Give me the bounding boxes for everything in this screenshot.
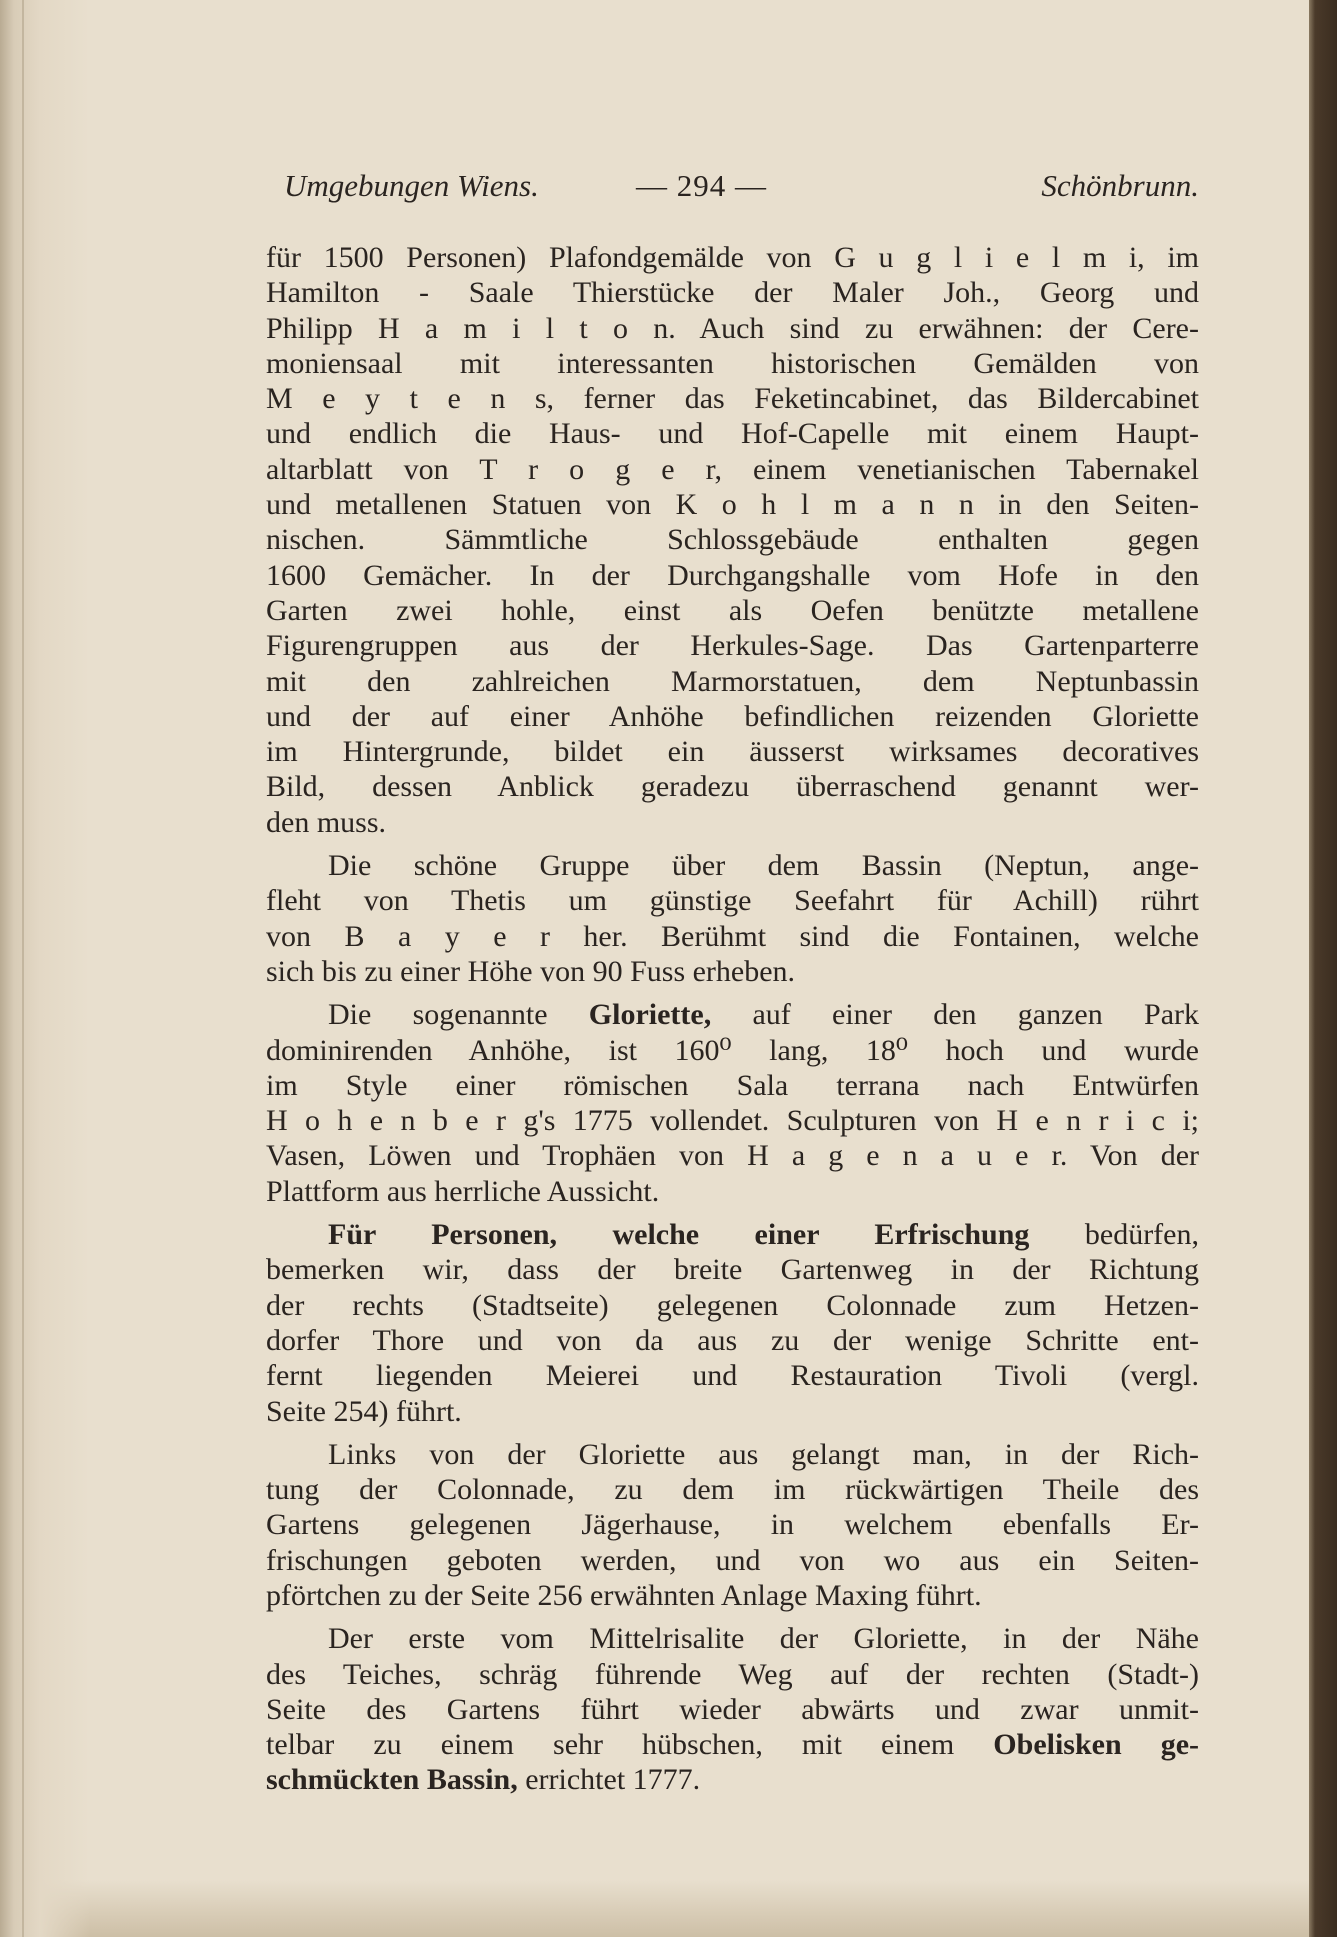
text-line: von B a y e r her. Berühmt sind die Fontainen, welche — [266, 919, 1199, 953]
running-header — [284, 168, 1199, 212]
paragraph — [266, 848, 1199, 989]
text-line: Die schöne Gruppe über dem Bassin (Neptun, ange- — [328, 849, 1199, 883]
text-line — [266, 1762, 1199, 1797]
text-line: Gartens gelegenen Jägerhause, in welchem ebenfalls Er- — [266, 1508, 1199, 1542]
text-line: bemerken wir, dass der breite Gartenweg in der Richtung — [266, 1253, 1199, 1287]
text-line: Figurengruppen aus der Herkules-Sage. Das Gartenparterre — [266, 629, 1199, 663]
text-line: Links von der Gloriette aus gelangt man, in der Rich- — [328, 1437, 1199, 1471]
text-line: H o h e n b e r g's 1775 vollendet. Sculpturen von H e n r i c i; — [266, 1104, 1199, 1138]
text-line: mit den zahlreichen Marmorstatuen, dem Neptunbassin — [266, 664, 1199, 698]
text-line: altarblatt von T r o g e r, einem venetianischen Tabernakel — [266, 452, 1199, 486]
text-line: im Style einer römischen Sala terrana nach Entwürfen — [266, 1068, 1199, 1102]
text-line: moniensaal mit interessanten historischen Gemälden von — [266, 346, 1199, 380]
page-gutter-shadow — [22, 0, 24, 1937]
page-number: — 294 — — [636, 168, 767, 203]
bold-text: Obelisken ge- — [993, 1728, 1200, 1762]
paragraph — [266, 1217, 1199, 1429]
text-line: des Teiches, schräg führende Weg auf der rechten (Stadt-) — [266, 1657, 1199, 1691]
text-line: der rechts (Stadtseite) gelegenen Colonnade zum Hetzen- — [266, 1288, 1199, 1322]
bold-text: Für Personen, welche einer Erfrischung — [328, 1218, 1030, 1252]
text-line: nischen. Sämmtliche Schlossgebäude enthalten gegen — [266, 523, 1199, 557]
text-line: Hamilton - Saale Thierstücke der Maler Joh., Georg und — [266, 276, 1199, 310]
paragraph — [266, 1437, 1199, 1613]
text-line: M e y t e n s, ferner das Feketincabinet, das Bildercabinet — [266, 382, 1199, 416]
text-line: den muss. — [266, 805, 386, 839]
page-body-text — [266, 240, 1199, 1806]
text-line — [266, 1217, 1199, 1252]
text-segment: telbar zu einem sehr hübschen, mit einem — [266, 1728, 994, 1762]
text-line: sich bis zu einer Höhe von 90 Fuss erheben. — [266, 954, 796, 988]
text-line: Vasen, Löwen und Trophäen von H a g e n a u e r. Von der — [266, 1139, 1199, 1173]
text-line: Bild, dessen Anblick geradezu überraschend genannt wer- — [266, 770, 1199, 804]
text-line: dominirenden Anhöhe, ist 160⁰ lang, 18⁰ hoch und wurde — [266, 1033, 1199, 1067]
text-line: Plattform aus herrliche Aussicht. — [266, 1174, 660, 1208]
header-section-title: Umgebungen Wiens. — [284, 168, 539, 203]
page-edge — [1309, 0, 1337, 1937]
paragraph — [266, 240, 1199, 840]
bold-text: Gloriette, — [588, 998, 712, 1032]
paragraph — [266, 1621, 1199, 1797]
text-line: fleht von Thetis um günstige Seefahrt für Achill) rührt — [266, 884, 1199, 918]
text-line: dorfer Thore und von da aus zu der wenige Schritte ent- — [266, 1323, 1199, 1357]
text-line: Seite des Gartens führt wieder abwärts und zwar unmit- — [266, 1692, 1199, 1726]
text-line: 1600 Gemächer. In der Durchgangshalle vom Hofe in den — [266, 558, 1199, 592]
text-line: und endlich die Haus- und Hof-Capelle mit einem Haupt- — [266, 417, 1199, 451]
text-line — [266, 997, 1199, 1032]
text-line: und der auf einer Anhöhe befindlichen reizenden Gloriette — [266, 699, 1199, 733]
text-segment: errichtet 1777. — [517, 1763, 701, 1797]
text-line: im Hintergrunde, bildet ein äusserst wirksames decoratives — [266, 735, 1199, 769]
text-segment: auf einer den ganzen Park — [711, 998, 1199, 1032]
text-line: tung der Colonnade, zu dem im rückwärtigen Theile des — [266, 1473, 1199, 1507]
text-line: Der erste vom Mittelrisalite der Gloriette, in der Nähe — [328, 1622, 1199, 1656]
text-line: und metallenen Statuen von K o h l m a n n in den Seiten- — [266, 488, 1199, 522]
text-line: Philipp H a m i l t o n. Auch sind zu erwähnen: der Cere- — [266, 311, 1199, 345]
text-segment: Die sogenannte — [328, 998, 589, 1032]
text-line: Seite 254) führt. — [266, 1394, 462, 1428]
bold-text: schmückten Bassin, — [266, 1763, 518, 1797]
text-line: Garten zwei hohle, einst als Oefen benützte metallene — [266, 593, 1199, 627]
paragraph — [266, 997, 1199, 1209]
text-line: fernt liegenden Meierei und Restauration Tivoli (vergl. — [266, 1359, 1199, 1393]
text-line — [266, 1727, 1199, 1762]
text-line: für 1500 Personen) Plafondgemälde von G u g l i e l m i, im — [266, 241, 1199, 274]
text-segment: bedürfen, — [1029, 1218, 1199, 1252]
text-line: frischungen geboten werden, und von wo aus ein Seiten- — [266, 1543, 1199, 1577]
header-location-title: Schönbrunn. — [1041, 168, 1199, 203]
text-line: pförtchen zu der Seite 256 erwähnten Anlage Maxing führt. — [266, 1578, 982, 1612]
